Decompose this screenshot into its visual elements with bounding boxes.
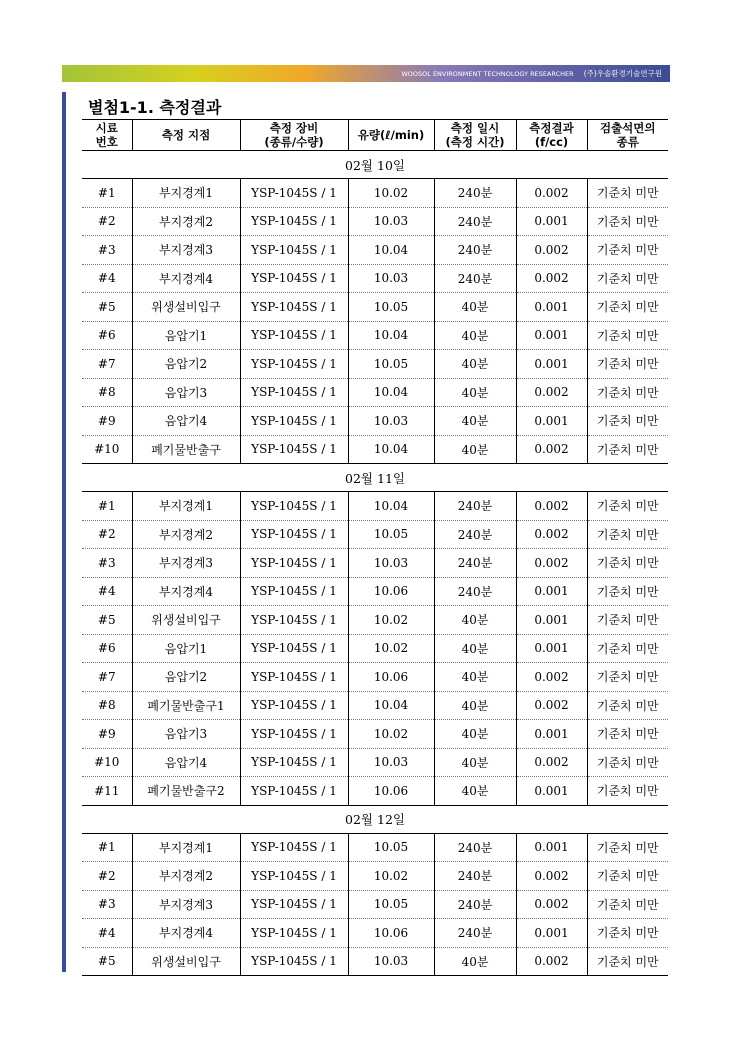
location-cell: 음압기4 xyxy=(132,748,240,777)
duration-cell: 240분 xyxy=(434,862,516,891)
location-cell: 음압기1 xyxy=(132,634,240,663)
page-title: 별첨1-1. 측정결과 xyxy=(88,98,222,117)
result-cell: 0.002 xyxy=(516,520,587,549)
measurement-date: 02월 11일 xyxy=(82,464,668,492)
table-row xyxy=(82,691,668,720)
table-row xyxy=(82,606,668,635)
asbestos-type-cell: 기준치 미만 xyxy=(587,264,668,293)
date-row xyxy=(82,805,668,833)
date-row xyxy=(82,464,668,492)
result-cell: 0.001 xyxy=(516,634,587,663)
sample-number-cell: #1 xyxy=(82,833,132,862)
table-row xyxy=(82,492,668,521)
column-header-sample-number xyxy=(82,120,132,151)
asbestos-type-cell: 기준치 미만 xyxy=(587,549,668,578)
measurement-date: 02월 10일 xyxy=(82,151,668,179)
result-cell: 0.002 xyxy=(516,179,587,208)
equipment-cell: YSP-1045S / 1 xyxy=(240,606,348,635)
result-cell: 0.002 xyxy=(516,492,587,521)
flow-rate-cell: 10.05 xyxy=(348,833,434,862)
table-row xyxy=(82,634,668,663)
asbestos-type-cell: 기준치 미만 xyxy=(587,321,668,350)
table-row xyxy=(82,520,668,549)
result-cell: 0.002 xyxy=(516,691,587,720)
sample-number-cell: #4 xyxy=(82,919,132,948)
asbestos-type-cell: 기준치 미만 xyxy=(587,947,668,976)
flow-rate-cell: 10.06 xyxy=(348,919,434,948)
location-cell: 음압기2 xyxy=(132,350,240,379)
asbestos-type-cell: 기준치 미만 xyxy=(587,435,668,464)
column-header-line: (종류/수량) xyxy=(264,135,324,149)
asbestos-type-cell: 기준치 미만 xyxy=(587,720,668,749)
equipment-cell: YSP-1045S / 1 xyxy=(240,207,348,236)
flow-rate-cell: 10.04 xyxy=(348,236,434,265)
table-row xyxy=(82,321,668,350)
location-cell: 위생설비입구 xyxy=(132,293,240,322)
equipment-cell: YSP-1045S / 1 xyxy=(240,549,348,578)
table-row xyxy=(82,435,668,464)
result-cell: 0.001 xyxy=(516,919,587,948)
column-header-line: 측정 장비 xyxy=(269,121,319,135)
asbestos-type-cell: 기준치 미만 xyxy=(587,293,668,322)
column-header-line: 측정 지점 xyxy=(161,128,211,142)
table-row xyxy=(82,833,668,862)
flow-rate-cell: 10.03 xyxy=(348,264,434,293)
table-row xyxy=(82,748,668,777)
flow-rate-cell: 10.03 xyxy=(348,207,434,236)
result-cell: 0.001 xyxy=(516,407,587,436)
sample-number-cell: #8 xyxy=(82,378,132,407)
table-row xyxy=(82,179,668,208)
asbestos-type-cell: 기준치 미만 xyxy=(587,691,668,720)
column-header-result xyxy=(516,120,587,151)
equipment-cell: YSP-1045S / 1 xyxy=(240,720,348,749)
measurement-date: 02월 12일 xyxy=(82,805,668,833)
asbestos-type-cell: 기준치 미만 xyxy=(587,407,668,436)
banner-organization: (주)우솔환경기술연구원 xyxy=(583,69,662,78)
duration-cell: 40분 xyxy=(434,720,516,749)
duration-cell: 240분 xyxy=(434,890,516,919)
flow-rate-cell: 10.05 xyxy=(348,890,434,919)
asbestos-type-cell: 기준치 미만 xyxy=(587,236,668,265)
table-row xyxy=(82,890,668,919)
equipment-cell: YSP-1045S / 1 xyxy=(240,378,348,407)
location-cell: 음압기2 xyxy=(132,663,240,692)
duration-cell: 240분 xyxy=(434,492,516,521)
flow-rate-cell: 10.03 xyxy=(348,549,434,578)
asbestos-type-cell: 기준치 미만 xyxy=(587,207,668,236)
table-row xyxy=(82,207,668,236)
location-cell: 음압기3 xyxy=(132,720,240,749)
result-cell: 0.002 xyxy=(516,378,587,407)
asbestos-type-cell: 기준치 미만 xyxy=(587,777,668,806)
duration-cell: 240분 xyxy=(434,236,516,265)
asbestos-type-cell: 기준치 미만 xyxy=(587,378,668,407)
sample-number-cell: #11 xyxy=(82,777,132,806)
duration-cell: 40분 xyxy=(434,435,516,464)
duration-cell: 40분 xyxy=(434,606,516,635)
flow-rate-cell: 10.04 xyxy=(348,492,434,521)
result-cell: 0.002 xyxy=(516,435,587,464)
sample-number-cell: #10 xyxy=(82,748,132,777)
equipment-cell: YSP-1045S / 1 xyxy=(240,862,348,891)
result-cell: 0.002 xyxy=(516,236,587,265)
duration-cell: 40분 xyxy=(434,663,516,692)
sample-number-cell: #2 xyxy=(82,862,132,891)
column-header-measurement-location xyxy=(132,120,240,151)
flow-rate-cell: 10.06 xyxy=(348,577,434,606)
sample-number-cell: #3 xyxy=(82,549,132,578)
left-accent-bar xyxy=(62,92,66,972)
header-banner xyxy=(62,65,670,82)
table-row xyxy=(82,407,668,436)
flow-rate-cell: 10.05 xyxy=(348,350,434,379)
duration-cell: 240분 xyxy=(434,207,516,236)
table-row xyxy=(82,720,668,749)
location-cell: 부지경계1 xyxy=(132,492,240,521)
banner-company-english: WOOSOL ENVIRONMENT TECHNOLOGY RESEARCHER xyxy=(401,70,574,78)
column-header-equipment xyxy=(240,120,348,151)
column-header-asbestos-type xyxy=(587,120,668,151)
asbestos-type-cell: 기준치 미만 xyxy=(587,748,668,777)
sample-number-cell: #8 xyxy=(82,691,132,720)
flow-rate-cell: 10.04 xyxy=(348,321,434,350)
result-cell: 0.002 xyxy=(516,264,587,293)
location-cell: 부지경계3 xyxy=(132,549,240,578)
table-row xyxy=(82,264,668,293)
equipment-cell: YSP-1045S / 1 xyxy=(240,634,348,663)
table-body xyxy=(82,151,668,976)
sample-number-cell: #7 xyxy=(82,663,132,692)
column-header-line: (f/cc) xyxy=(534,135,569,149)
equipment-cell: YSP-1045S / 1 xyxy=(240,663,348,692)
date-row xyxy=(82,151,668,179)
equipment-cell: YSP-1045S / 1 xyxy=(240,520,348,549)
result-cell: 0.001 xyxy=(516,207,587,236)
location-cell: 폐기물반출구2 xyxy=(132,777,240,806)
asbestos-type-cell: 기준치 미만 xyxy=(587,862,668,891)
table-row xyxy=(82,577,668,606)
location-cell: 부지경계4 xyxy=(132,264,240,293)
result-cell: 0.002 xyxy=(516,663,587,692)
location-cell: 부지경계3 xyxy=(132,890,240,919)
asbestos-type-cell: 기준치 미만 xyxy=(587,350,668,379)
column-header-line: 측정결과 xyxy=(529,121,574,135)
location-cell: 부지경계2 xyxy=(132,862,240,891)
column-header-measurement-time xyxy=(434,120,516,151)
sample-number-cell: #1 xyxy=(82,179,132,208)
flow-rate-cell: 10.02 xyxy=(348,720,434,749)
result-cell: 0.001 xyxy=(516,777,587,806)
result-cell: 0.002 xyxy=(516,549,587,578)
result-cell: 0.001 xyxy=(516,720,587,749)
sample-number-cell: #10 xyxy=(82,435,132,464)
result-cell: 0.002 xyxy=(516,862,587,891)
flow-rate-cell: 10.03 xyxy=(348,748,434,777)
sample-number-cell: #3 xyxy=(82,890,132,919)
duration-cell: 240분 xyxy=(434,833,516,862)
duration-cell: 40분 xyxy=(434,321,516,350)
location-cell: 부지경계4 xyxy=(132,577,240,606)
duration-cell: 40분 xyxy=(434,293,516,322)
location-cell: 폐기물반출구1 xyxy=(132,691,240,720)
duration-cell: 40분 xyxy=(434,634,516,663)
sample-number-cell: #7 xyxy=(82,350,132,379)
flow-rate-cell: 10.02 xyxy=(348,634,434,663)
asbestos-type-cell: 기준치 미만 xyxy=(587,634,668,663)
flow-rate-cell: 10.03 xyxy=(348,407,434,436)
duration-cell: 40분 xyxy=(434,777,516,806)
sample-number-cell: #4 xyxy=(82,264,132,293)
table-row xyxy=(82,919,668,948)
equipment-cell: YSP-1045S / 1 xyxy=(240,691,348,720)
flow-rate-cell: 10.02 xyxy=(348,606,434,635)
column-header-line: 종류 xyxy=(616,135,639,149)
table-row xyxy=(82,663,668,692)
equipment-cell: YSP-1045S / 1 xyxy=(240,293,348,322)
asbestos-type-cell: 기준치 미만 xyxy=(587,492,668,521)
location-cell: 부지경계3 xyxy=(132,236,240,265)
equipment-cell: YSP-1045S / 1 xyxy=(240,919,348,948)
duration-cell: 240분 xyxy=(434,264,516,293)
asbestos-type-cell: 기준치 미만 xyxy=(587,919,668,948)
sample-number-cell: #6 xyxy=(82,321,132,350)
result-cell: 0.002 xyxy=(516,947,587,976)
flow-rate-cell: 10.04 xyxy=(348,691,434,720)
table-row xyxy=(82,777,668,806)
location-cell: 부지경계1 xyxy=(132,179,240,208)
asbestos-type-cell: 기준치 미만 xyxy=(587,663,668,692)
equipment-cell: YSP-1045S / 1 xyxy=(240,833,348,862)
result-cell: 0.001 xyxy=(516,833,587,862)
duration-cell: 240분 xyxy=(434,577,516,606)
location-cell: 음압기3 xyxy=(132,378,240,407)
table-header-row xyxy=(82,120,668,151)
location-cell: 음압기1 xyxy=(132,321,240,350)
flow-rate-cell: 10.03 xyxy=(348,947,434,976)
table-row xyxy=(82,293,668,322)
result-cell: 0.001 xyxy=(516,293,587,322)
sample-number-cell: #5 xyxy=(82,606,132,635)
duration-cell: 240분 xyxy=(434,919,516,948)
equipment-cell: YSP-1045S / 1 xyxy=(240,492,348,521)
result-cell: 0.002 xyxy=(516,890,587,919)
sample-number-cell: #9 xyxy=(82,720,132,749)
asbestos-type-cell: 기준치 미만 xyxy=(587,833,668,862)
flow-rate-cell: 10.04 xyxy=(348,435,434,464)
column-header-line: 검출석면의 xyxy=(599,121,656,135)
duration-cell: 240분 xyxy=(434,179,516,208)
location-cell: 부지경계4 xyxy=(132,919,240,948)
table-row xyxy=(82,378,668,407)
equipment-cell: YSP-1045S / 1 xyxy=(240,748,348,777)
location-cell: 부지경계1 xyxy=(132,833,240,862)
location-cell: 위생설비입구 xyxy=(132,947,240,976)
equipment-cell: YSP-1045S / 1 xyxy=(240,264,348,293)
equipment-cell: YSP-1045S / 1 xyxy=(240,179,348,208)
result-cell: 0.001 xyxy=(516,350,587,379)
result-cell: 0.001 xyxy=(516,321,587,350)
equipment-cell: YSP-1045S / 1 xyxy=(240,236,348,265)
result-cell: 0.001 xyxy=(516,606,587,635)
table-row xyxy=(82,350,668,379)
asbestos-type-cell: 기준치 미만 xyxy=(587,890,668,919)
column-header-line: 번호 xyxy=(95,135,118,149)
duration-cell: 40분 xyxy=(434,748,516,777)
column-header-line: 측정 일시 xyxy=(450,121,500,135)
table-row xyxy=(82,236,668,265)
sample-number-cell: #1 xyxy=(82,492,132,521)
column-header-line: 시료 xyxy=(95,121,118,135)
equipment-cell: YSP-1045S / 1 xyxy=(240,890,348,919)
banner-text xyxy=(401,65,662,82)
location-cell: 부지경계2 xyxy=(132,520,240,549)
flow-rate-cell: 10.06 xyxy=(348,663,434,692)
flow-rate-cell: 10.04 xyxy=(348,378,434,407)
equipment-cell: YSP-1045S / 1 xyxy=(240,407,348,436)
sample-number-cell: #2 xyxy=(82,520,132,549)
measurement-results-table xyxy=(82,119,668,976)
asbestos-type-cell: 기준치 미만 xyxy=(587,179,668,208)
sample-number-cell: #6 xyxy=(82,634,132,663)
sample-number-cell: #5 xyxy=(82,293,132,322)
sample-number-cell: #3 xyxy=(82,236,132,265)
location-cell: 음압기4 xyxy=(132,407,240,436)
duration-cell: 40분 xyxy=(434,378,516,407)
asbestos-type-cell: 기준치 미만 xyxy=(587,520,668,549)
duration-cell: 240분 xyxy=(434,520,516,549)
duration-cell: 40분 xyxy=(434,947,516,976)
sample-number-cell: #2 xyxy=(82,207,132,236)
table-row xyxy=(82,947,668,976)
location-cell: 위생설비입구 xyxy=(132,606,240,635)
sample-number-cell: #9 xyxy=(82,407,132,436)
column-header-line: 유량(ℓ/min) xyxy=(357,128,425,142)
equipment-cell: YSP-1045S / 1 xyxy=(240,947,348,976)
sample-number-cell: #5 xyxy=(82,947,132,976)
duration-cell: 40분 xyxy=(434,350,516,379)
result-cell: 0.002 xyxy=(516,748,587,777)
flow-rate-cell: 10.02 xyxy=(348,862,434,891)
location-cell: 부지경계2 xyxy=(132,207,240,236)
equipment-cell: YSP-1045S / 1 xyxy=(240,435,348,464)
duration-cell: 40분 xyxy=(434,407,516,436)
flow-rate-cell: 10.06 xyxy=(348,777,434,806)
table-row xyxy=(82,549,668,578)
equipment-cell: YSP-1045S / 1 xyxy=(240,777,348,806)
equipment-cell: YSP-1045S / 1 xyxy=(240,350,348,379)
asbestos-type-cell: 기준치 미만 xyxy=(587,577,668,606)
equipment-cell: YSP-1045S / 1 xyxy=(240,321,348,350)
column-header-line: (측정 시간) xyxy=(445,135,505,149)
duration-cell: 240분 xyxy=(434,549,516,578)
column-header-flow-rate xyxy=(348,120,434,151)
result-cell: 0.001 xyxy=(516,577,587,606)
flow-rate-cell: 10.02 xyxy=(348,179,434,208)
flow-rate-cell: 10.05 xyxy=(348,520,434,549)
equipment-cell: YSP-1045S / 1 xyxy=(240,577,348,606)
sample-number-cell: #4 xyxy=(82,577,132,606)
duration-cell: 40분 xyxy=(434,691,516,720)
flow-rate-cell: 10.05 xyxy=(348,293,434,322)
location-cell: 폐기물반출구 xyxy=(132,435,240,464)
asbestos-type-cell: 기준치 미만 xyxy=(587,606,668,635)
table-row xyxy=(82,862,668,891)
